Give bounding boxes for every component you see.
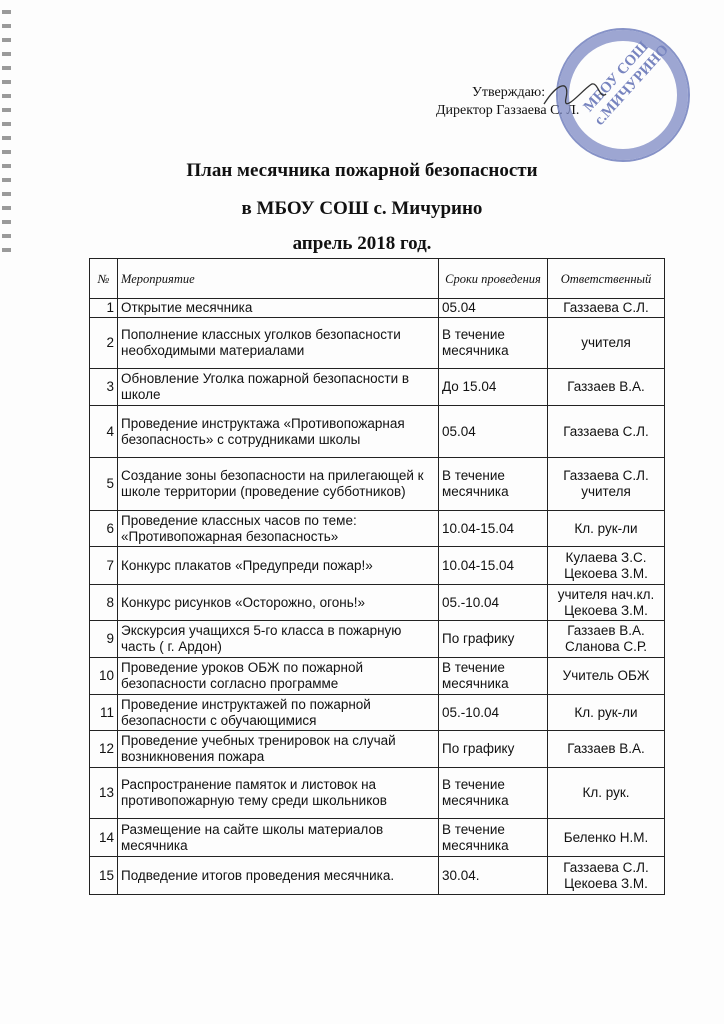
document-title: План месячника пожарной безопасности (186, 160, 538, 181)
row-number: 15 (90, 857, 118, 895)
row-date: 30.04. (439, 857, 548, 895)
row-date: 05.-10.04 (439, 695, 548, 731)
row-number: 7 (90, 547, 118, 585)
header-responsible: Ответственный (548, 259, 665, 299)
row-responsible: Кл. рук-ли (548, 511, 665, 547)
director-name: Директор Газзаева С. Л. (436, 103, 580, 118)
row-event: Распространение памяток и листовок на противопожарную тему среди школьников (118, 768, 439, 819)
row-responsible: Кл. рук-ли (548, 695, 665, 731)
row-number: 14 (90, 819, 118, 857)
row-responsible: Кл. рук. (548, 768, 665, 819)
row-event: Проведение уроков ОБЖ по пожарной безопасности согласно программе (118, 658, 439, 695)
row-responsible: Газзаев В.А. Сланова С.Р. (548, 621, 665, 658)
row-event: Конкурс плакатов «Предупреди пожар!» (118, 547, 439, 585)
row-event: Размещение на сайте школы материалов месячника (118, 819, 439, 857)
row-number: 6 (90, 511, 118, 547)
row-event: Создание зоны безопасности на прилегающей к школе территории (проведение субботников) (118, 458, 439, 511)
row-number: 9 (90, 621, 118, 658)
table-row (90, 369, 665, 406)
scan-edge (0, 0, 14, 1024)
row-responsible: Кулаева З.С. Цекоева З.М. (548, 547, 665, 585)
row-number: 3 (90, 369, 118, 406)
table-header-row (90, 259, 665, 299)
table-row (90, 458, 665, 511)
row-number: 10 (90, 658, 118, 695)
document-period: апрель 2018 год. (292, 233, 432, 254)
document-subtitle: в МБОУ СОШ с. Мичурино (241, 198, 483, 219)
table-row (90, 857, 665, 895)
row-responsible: Учитель ОБЖ (548, 658, 665, 695)
plan-table (89, 258, 665, 895)
row-date: В течение месячника (439, 768, 548, 819)
row-date: 05.-10.04 (439, 585, 548, 621)
row-responsible: Газзаева С.Л. учителя (548, 458, 665, 511)
table-row (90, 695, 665, 731)
row-responsible: Беленко Н.М. (548, 819, 665, 857)
row-date: В течение месячника (439, 819, 548, 857)
row-event: Проведение инструктажа «Противопожарная безопасность» с сотрудниками школы (118, 406, 439, 458)
row-responsible: учителя (548, 318, 665, 369)
table-row (90, 299, 665, 318)
header-event: Мероприятие (118, 259, 439, 299)
row-date: 10.04-15.04 (439, 547, 548, 585)
row-event: Проведение учебных тренировок на случай возникновения пожара (118, 731, 439, 768)
row-responsible: Газзаева С.Л. (548, 299, 665, 318)
row-event: Подведение итогов проведения месячника. (118, 857, 439, 895)
table-row (90, 511, 665, 547)
table-row (90, 621, 665, 658)
row-date: По графику (439, 731, 548, 768)
row-number: 2 (90, 318, 118, 369)
table-row (90, 731, 665, 768)
table-row (90, 406, 665, 458)
signature-mark (540, 74, 610, 114)
header-date: Сроки проведения (439, 259, 548, 299)
row-date: 05.04 (439, 406, 548, 458)
row-date: 10.04-15.04 (439, 511, 548, 547)
row-date: В течение месячника (439, 458, 548, 511)
row-date: В течение месячника (439, 318, 548, 369)
table-row (90, 318, 665, 369)
table-row (90, 547, 665, 585)
row-event: Экскурсия учащихся 5-го класса в пожарную часть ( г. Ардон) (118, 621, 439, 658)
table-row (90, 819, 665, 857)
row-number: 1 (90, 299, 118, 318)
table-row (90, 658, 665, 695)
approval-label: Утверждаю: (472, 85, 546, 100)
row-responsible: Газзаева С.Л. (548, 406, 665, 458)
row-number: 11 (90, 695, 118, 731)
row-responsible: Газзаев В.А. (548, 369, 665, 406)
row-date: По графику (439, 621, 548, 658)
header-num: № (90, 259, 118, 299)
table-row (90, 768, 665, 819)
row-date: В течение месячника (439, 658, 548, 695)
row-responsible: Газзаева С.Л. Цекоева З.М. (548, 857, 665, 895)
stamp-text: МБОУ СОШ с.МИЧУРИНО (580, 38, 672, 129)
row-event: Конкурс рисунков «Осторожно, огонь!» (118, 585, 439, 621)
row-date: 05.04 (439, 299, 548, 318)
row-number: 8 (90, 585, 118, 621)
row-responsible: учителя нач.кл. Цекоева З.М. (548, 585, 665, 621)
row-responsible: Газзаев В.А. (548, 731, 665, 768)
row-number: 12 (90, 731, 118, 768)
row-date: До 15.04 (439, 369, 548, 406)
row-event: Проведение инструктажей по пожарной безопасности с обучающимися (118, 695, 439, 731)
row-event: Открытие месячника (118, 299, 439, 318)
row-number: 5 (90, 458, 118, 511)
table-row (90, 585, 665, 621)
row-event: Пополнение классных уголков безопасности необходимыми материалами (118, 318, 439, 369)
row-event: Обновление Уголка пожарной безопасности в школе (118, 369, 439, 406)
row-number: 4 (90, 406, 118, 458)
row-number: 13 (90, 768, 118, 819)
row-event: Проведение классных часов по теме: «Противопожарная безопасность» (118, 511, 439, 547)
